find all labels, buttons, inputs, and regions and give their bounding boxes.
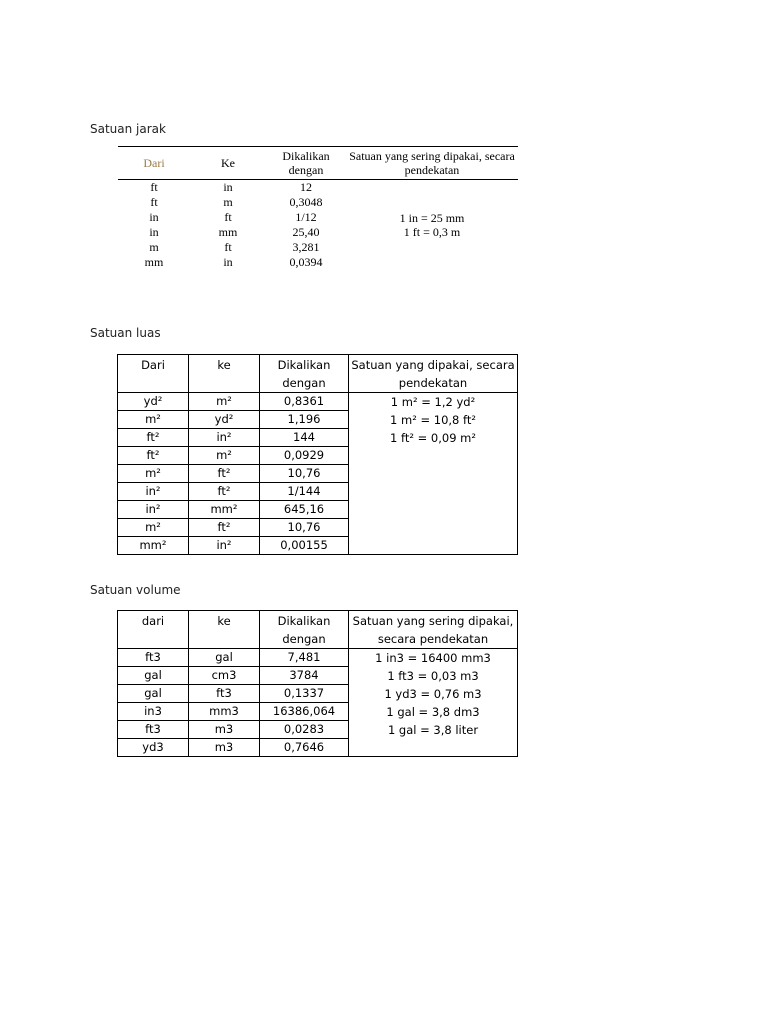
cell-faktor: 1,196 xyxy=(260,411,349,429)
cell-dari: in xyxy=(149,225,159,239)
cell-faktor: 1/12 xyxy=(295,210,317,224)
cell-dari: in² xyxy=(118,501,189,519)
header-ke: Ke xyxy=(190,147,266,180)
cell-faktor: 25,40 xyxy=(292,225,320,239)
cell-faktor: 0,00155 xyxy=(260,537,349,555)
cell-ke: m xyxy=(223,195,233,209)
approx-line: 1 yd3 = 0,76 m3 xyxy=(384,687,482,701)
cell-faktor: 10,76 xyxy=(260,519,349,537)
header-dikalikan: Dikalikan dengan xyxy=(260,611,349,649)
table-header-row xyxy=(118,611,518,649)
cell-dari: ft3 xyxy=(118,721,189,739)
cell-dari: ft² xyxy=(118,447,189,465)
header-pendekatan: Satuan yang sering dipakai, secara pendekatan xyxy=(346,147,518,180)
cell-ke: m3 xyxy=(189,721,260,739)
header-ke: ke xyxy=(189,355,260,393)
cell-dari: m xyxy=(149,240,159,254)
cell-faktor: 1/144 xyxy=(260,483,349,501)
cell-ke: mm3 xyxy=(189,703,260,721)
cell-ke: ft xyxy=(224,210,232,224)
cell-ke: ft² xyxy=(189,519,260,537)
cell-ke: ft xyxy=(224,240,232,254)
approx-line: 1 ft = 0,3 m xyxy=(403,225,461,239)
cell-dari: m² xyxy=(118,465,189,483)
table-header-row xyxy=(118,355,518,393)
cell-dari: yd² xyxy=(118,393,189,411)
header-pendekatan: Satuan yang sering dipakai, secara pendekatan xyxy=(349,611,518,649)
cell-faktor: 16386,064 xyxy=(260,703,349,721)
cell-ke: mm² xyxy=(189,501,260,519)
cell-faktor: 0,0283 xyxy=(260,721,349,739)
cell-dari: mm xyxy=(144,255,164,269)
cell-faktor: 10,76 xyxy=(260,465,349,483)
cell-faktor: 645,16 xyxy=(260,501,349,519)
table-row xyxy=(118,649,518,667)
table-header-row xyxy=(118,147,518,180)
cell-faktor: 0,1337 xyxy=(260,685,349,703)
cell-faktor: 0,7646 xyxy=(260,739,349,757)
cell-dari: gal xyxy=(118,667,189,685)
cell-dari: m² xyxy=(118,519,189,537)
cell-ke: in xyxy=(223,255,233,269)
header-dari: Dari xyxy=(118,147,190,180)
cell-pendekatan xyxy=(349,649,518,757)
cell-ke: m² xyxy=(189,447,260,465)
cell-faktor: 3784 xyxy=(260,667,349,685)
cell-dari: m² xyxy=(118,411,189,429)
cell-dari: ft² xyxy=(118,429,189,447)
cell-faktor: 0,0929 xyxy=(260,447,349,465)
cell-faktor: 0,0394 xyxy=(289,255,323,269)
cell-ke: m² xyxy=(189,393,260,411)
cell-dari: ft xyxy=(150,195,158,209)
section-title-volume: Satuan volume xyxy=(90,583,181,597)
cell-faktor: 144 xyxy=(260,429,349,447)
cell-dari: in xyxy=(149,210,159,224)
cell-dari: ft xyxy=(150,180,158,194)
cell-dari: ft3 xyxy=(118,649,189,667)
table-row xyxy=(118,393,518,411)
approx-line: 1 ft3 = 0,03 m3 xyxy=(387,669,479,683)
section-title-luas: Satuan luas xyxy=(90,326,161,340)
header-ke: ke xyxy=(189,611,260,649)
cell-ke: ft² xyxy=(189,483,260,501)
cell-dari: gal xyxy=(118,685,189,703)
cell-faktor: 0,3048 xyxy=(289,195,323,209)
cell-ke: m3 xyxy=(189,739,260,757)
header-dikalikan: Dikalikan dengan xyxy=(266,147,346,180)
cell-ke: mm xyxy=(218,225,238,239)
approx-line: 1 in3 = 16400 mm3 xyxy=(375,651,491,665)
approx-line: 1 gal = 3,8 dm3 xyxy=(386,705,480,719)
cell-faktor: 0,8361 xyxy=(260,393,349,411)
approx-line: 1 ft² = 0,09 m² xyxy=(390,431,476,445)
cell-dari: yd3 xyxy=(118,739,189,757)
cell-pendekatan xyxy=(349,393,518,555)
header-dikalikan: Dikalikan dengan xyxy=(260,355,349,393)
cell-faktor: 12 xyxy=(300,180,312,194)
cell-dari: mm² xyxy=(118,537,189,555)
header-dari: Dari xyxy=(118,355,189,393)
cell-faktor: 7,481 xyxy=(260,649,349,667)
header-dari: dari xyxy=(118,611,189,649)
cell-ke: in xyxy=(223,180,233,194)
approx-line: 1 m² = 1,2 yd² xyxy=(390,395,476,409)
approx-line: 1 in = 25 mm xyxy=(399,211,465,225)
cell-faktor: 3,281 xyxy=(292,240,320,254)
approx-line: 1 gal = 3,8 liter xyxy=(387,723,479,737)
cell-ke: in² xyxy=(189,537,260,555)
cell-pendekatan xyxy=(346,180,518,271)
cell-dari: in3 xyxy=(118,703,189,721)
cell-ke: ft² xyxy=(189,465,260,483)
table-jarak xyxy=(118,146,518,270)
table-luas xyxy=(117,354,518,555)
header-pendekatan: Satuan yang dipakai, secara pendekatan xyxy=(349,355,518,393)
cell-ke: in² xyxy=(189,429,260,447)
section-title-jarak: Satuan jarak xyxy=(90,122,166,136)
cell-ke: ft3 xyxy=(189,685,260,703)
cell-dari: in² xyxy=(118,483,189,501)
cell-ke: cm3 xyxy=(189,667,260,685)
cell-ke: gal xyxy=(189,649,260,667)
approx-line: 1 m² = 10,8 ft² xyxy=(390,413,476,427)
table-volume xyxy=(117,610,518,757)
cell-ke: yd² xyxy=(189,411,260,429)
table-row xyxy=(118,180,518,196)
